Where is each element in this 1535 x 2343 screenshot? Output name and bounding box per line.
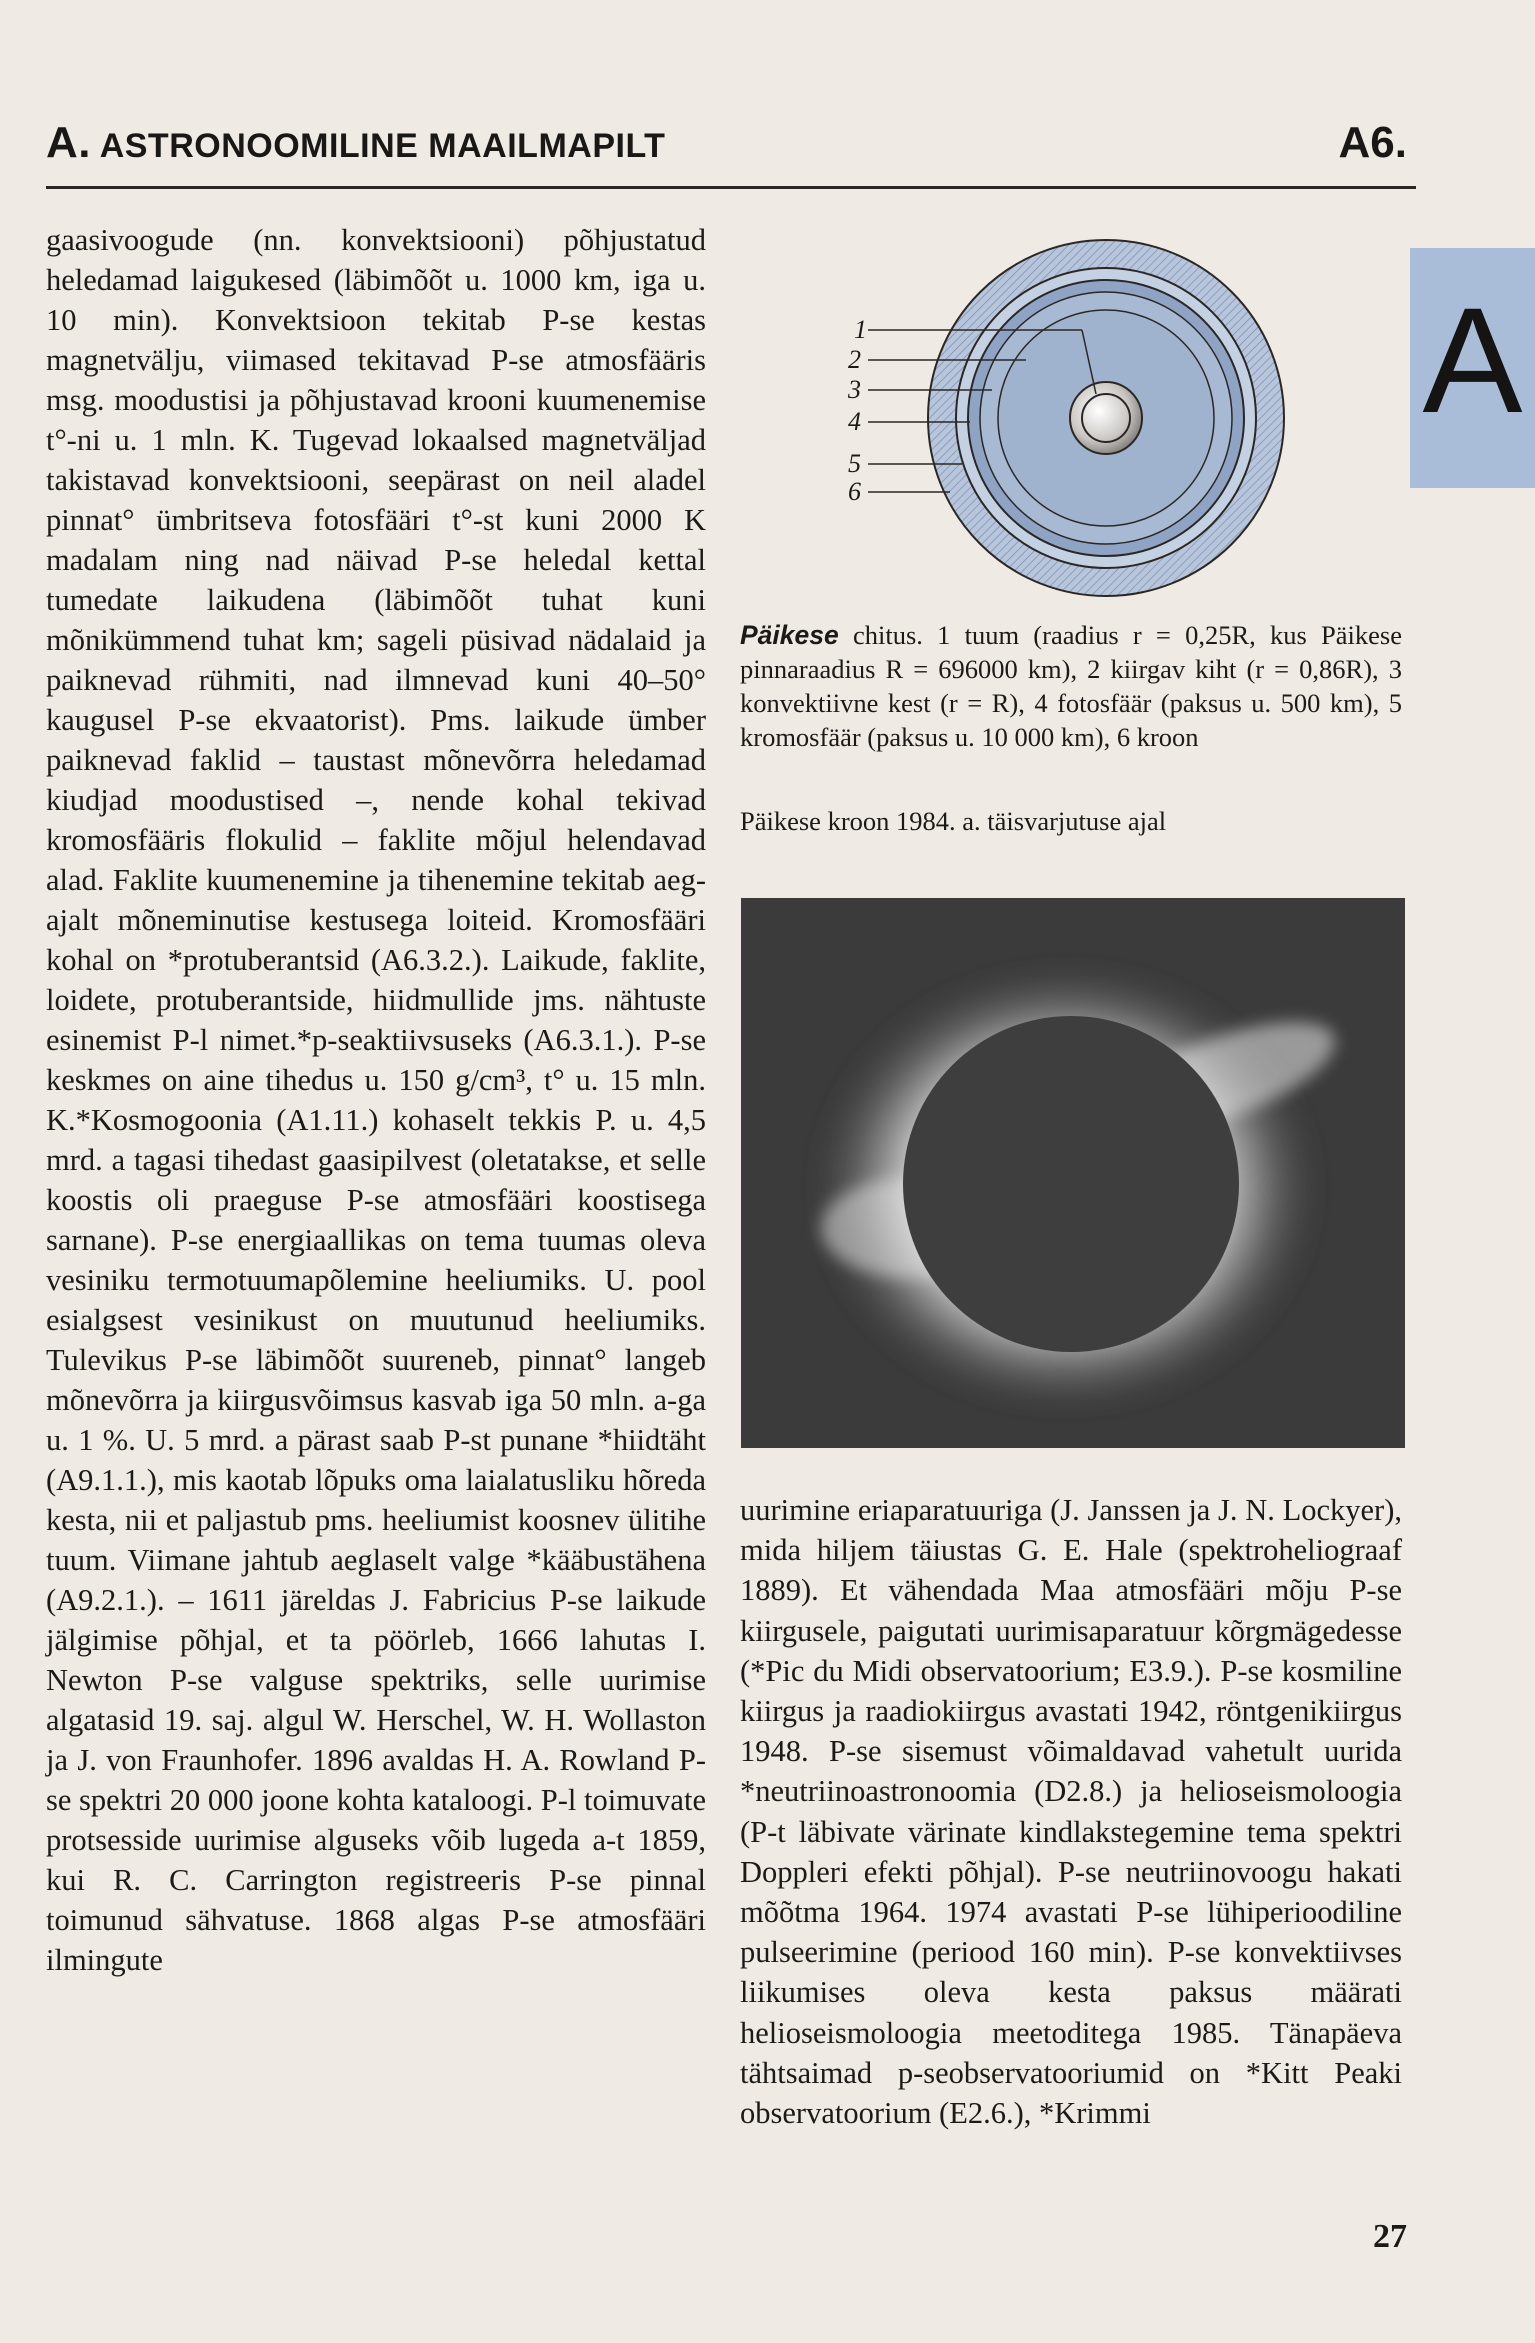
- solar-eclipse-photo: [741, 898, 1405, 1448]
- left-column-text: gaasivoogude (nn. konvektsiooni) põhjustatud heledamad laigukesed (läbimõõt u. 1000 km, iga u. 10 min). Konvektsioon tekitab P-se kestas magnetvälju, viimased tekitavad P-se atmosfääris msg. moodustisi ja põhjustavad krooni kuumenemise t°-ni u. 1 mln. K. Tugevad lokaalsed magnetväljad takistavad konvektsiooni, seepärast on neil aladel pinnat° ümbritseva fotosfääri t°-st kuni 2000 K madalam ning nad näivad P-se heledal kettal tumedate laikudena (läbimõõt tuhat kuni mõnikümmend tuhat km; sageli püsivad nädalaid ja paiknevad rühmiti, nad ilmnevad kuni 40–50° kaugusel P-se ekvaatorist). Pms. laikude ümber paiknevad faklid – taustast mõnevõrra heledamad kiudjad moodustised –, nende kohal tekivad kromosfääris flokulid – faklite mõjul helendavad alad. Faklite kuumenemine ja tihenemine tekitab aeg-ajalt mõneminutise kestusega loiteid. Kromosfääri kohal on *protuberantsid (A6.3.2.). Laikude, faklite, loidete, protuberantside, hiidmullide jms. nähtuste esinemist P-l nimet.*p-seaktiivsuseks (A6.3.1.). P-se keskmes on aine tihedus u. 150 g/cm³, t° u. 15 mln. K.*Kosmogoonia (A1.11.) kohaselt tekkis P. u. 4,5 mrd. a tagasi tihedast gaasipilvest (oletatakse, et selle koostis oli praeguse P-se atmosfääri koostisega sarnane). P-se energiaallikas on tema tuumas oleva vesiniku termotuumapõlemine heeliumiks. U. pool esialgsest vesinikust on muutunud heeliumiks. Tulevikus P-se läbimõõt suureneb, pinnat° langeb mõnevõrra ja kiirgusvõimsus kasvab iga 50 mln. a-ga u. 1 %. U. 5 mrd. a pärast saab P-st punane *hiidtäht (A9.1.1.), mis kaotab lõpuks oma laialatusliku hõreda kesta, nii et paljastub pms. heeliumist koosnev ülitihe tuum. Viimane jahtub aeglaselt valge *kääbustähena (A9.2.1.). – 1611 järeldas J. Fabricius P-se laikude jälgimise põhjal, et ta pöörleb, 1666 lahutas I. Newton P-se valguse spektriks, selle uurimise algatasid 19. saj. algul W. Herschel, W. H. Wollaston ja J. von Fraunhofer. 1896 avaldas H. A. Rowland P-se spektri 20 000 joone kohta kataloogi. P-l toimuvate protsesside uurimise alguseks võib lugeda a-t 1859, kui R. C. Carrington registreeris P-se pinnal toimunud sähvatuse. 1868 algas P-se atmosfääri ilmingute: [46, 223, 706, 1977]
- page-number: 27: [1373, 2218, 1407, 2255]
- section-letter: A.: [46, 118, 91, 167]
- diagram-label-4: 4: [848, 407, 861, 436]
- sun-core: [1070, 382, 1142, 454]
- running-head: [46, 118, 665, 168]
- diagram-label-5: 5: [848, 449, 861, 478]
- header-rule: [46, 186, 1416, 189]
- right-column-text: uurimine eriaparatuuriga (J. Janssen ja J. N. Lockyer), mida hiljem täiustas G. E. Hale (spektroheliograaf 1889). Et vähendada Maa atmosfääri mõju P-se kiirgusele, paigutati uurimisaparatuur kõrgmägedesse (*Pic du Midi observatoorium; E3.9.). P-se kosmiline kiirgus ja raadiokiirgus avastati 1942, röntgenikiirgus 1948. P-se sisemust võimaldavad vahetult uurida *neutriinoastronoomia (D2.8.) ja helioseismoloogia (P-t läbivate värinate kindlakstegemine tema spektri Doppleri efekti põhjal). P-se neutriinovoogu hakati mõõtma 1964. 1974 avastati P-se lühiperioodiline pulseerimine (periood 160 min). P-se konvektiivses liikumises oleva kesta paksus määrati helioseismoloogia meetoditega 1985. Tänapäeva tähtsaimad p-seobservatooriumid on *Kitt Peaki observatoorium (E2.6.), *Krimmi: [740, 1493, 1402, 2131]
- diagram-label-2: 2: [848, 345, 861, 374]
- sun-structure-diagram: [846, 238, 1286, 608]
- moon-disk: [903, 1016, 1239, 1352]
- photo-caption: Päikese kroon 1984. a. täisvarjutuse ajal: [740, 806, 1167, 836]
- figure-caption-title: Päikese: [740, 620, 839, 650]
- diagram-label-1: 1: [854, 315, 867, 344]
- figure-caption: [740, 618, 1402, 754]
- figure-caption-text: chitus. 1 tuum (raadius r = 0,25R, kus Päikese pinnaraadius R = 696000 km), 2 kiirgav kiht (r = 0,86R), 3 konvektiivne kest (r = R), 4 fotosfäär (paksus u. 500 km), 5 kromosfäär (paksus u. 10 000 km), 6 kroon: [740, 620, 1402, 752]
- diagram-label-3: 3: [848, 375, 861, 404]
- section-title: ASTRONOOMILINE MAAILMAPILT: [99, 127, 666, 165]
- diagram-label-6: 6: [848, 477, 861, 506]
- thumb-tab-letter: A: [1422, 276, 1523, 444]
- section-code: A6.: [1338, 118, 1407, 167]
